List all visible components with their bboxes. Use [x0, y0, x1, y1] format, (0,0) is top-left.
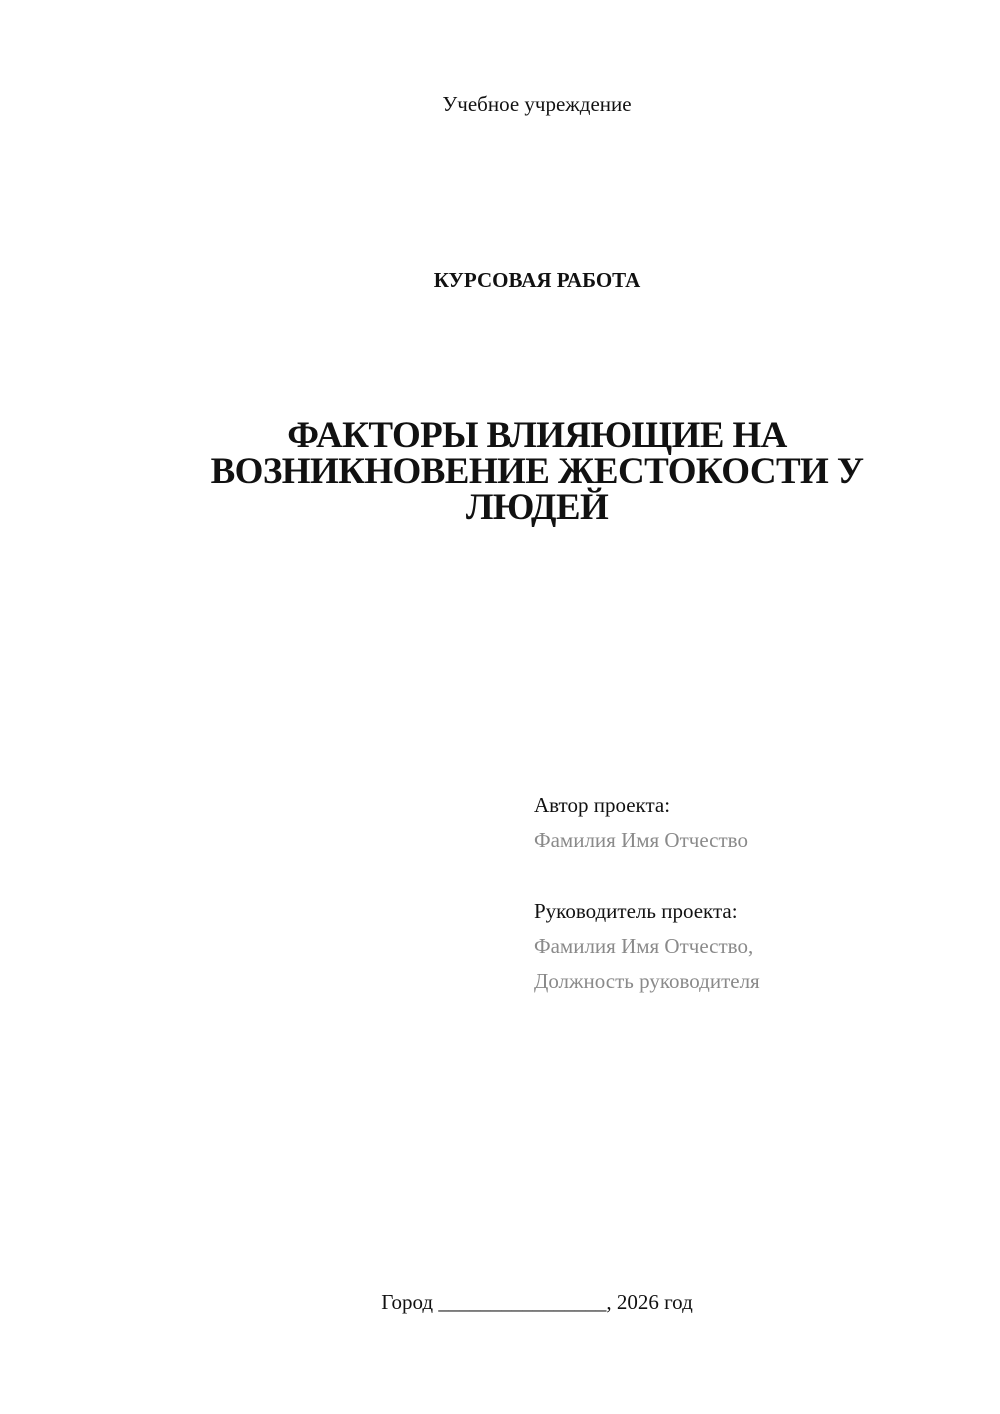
title-line: ФАКТОРЫ ВЛИЯЮЩИЕ НА: [287, 415, 787, 456]
work-type: КУРСОВАЯ РАБОТА: [433, 268, 641, 292]
document-title: [72, 415, 1000, 528]
author-name: Фамилия Имя Отчество: [534, 828, 748, 852]
supervisor-label: Руководитель проекта:: [534, 899, 738, 923]
author-block: [534, 788, 748, 858]
supervisor-block: [534, 894, 760, 999]
city-year-footer: Город ________________, 2026 год: [381, 1290, 693, 1314]
title-line: ВОЗНИКНОВЕНИЕ ЖЕСТОКОСТИ У: [210, 451, 864, 492]
title-line: ЛЮДЕЙ: [465, 487, 609, 528]
institution: Учебное учреждение: [442, 92, 632, 116]
author-label: Автор проекта:: [534, 793, 671, 817]
supervisor-name: Фамилия Имя Отчество,: [534, 934, 754, 958]
supervisor-position: Должность руководителя: [534, 969, 760, 993]
